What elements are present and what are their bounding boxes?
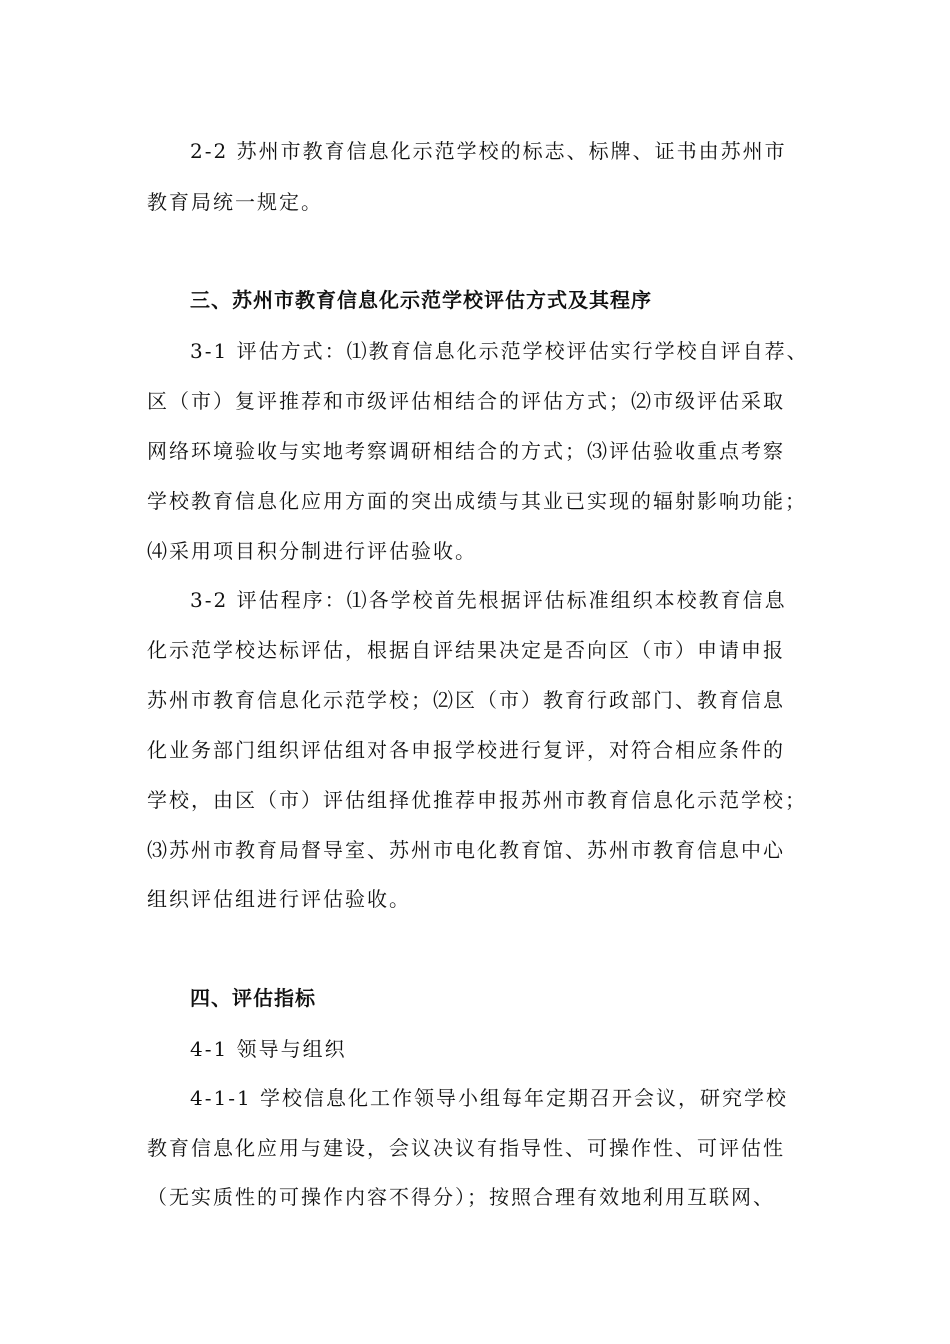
paragraph-3-2-line-1: 3-2 评估程序：⑴各学校首先根据评估标准组织本校教育信息	[190, 588, 787, 612]
paragraph-2-2-line-2: 教育局统一规定。	[147, 190, 323, 214]
paragraph-3-1-line-1: 3-1 评估方式：⑴教育信息化示范学校评估实行学校自评自荐、	[190, 339, 809, 363]
paragraph-3-2-line-5: 学校，由区（市）评估组择优推荐申报苏州市教育信息化示范学校；	[147, 788, 807, 812]
paragraph-3-2-line-3: 苏州市教育信息化示范学校；⑵区（市）教育行政部门、教育信息	[147, 688, 785, 712]
paragraph-4-1-1-line-3: （无实质性的可操作内容不得分）；按照合理有效地利用互联网、	[147, 1185, 775, 1209]
paragraph-3-1-line-2: 区（市）复评推荐和市级评估相结合的评估方式；⑵市级评估采取	[147, 389, 785, 413]
paragraph-3-1-line-5: ⑷采用项目积分制进行评估验收。	[147, 539, 477, 563]
paragraph-3-1-line-4: 学校教育信息化应用方面的突出成绩与其业已实现的辐射影响功能；	[147, 489, 807, 513]
paragraph-3-1-line-3: 网络环境验收与实地考察调研相结合的方式；⑶评估验收重点考察	[147, 439, 785, 463]
paragraph-3-2-line-2: 化示范学校达标评估，根据自评结果决定是否向区（市）申请申报	[147, 638, 785, 662]
paragraph-4-1-1-line-2: 教育信息化应用与建设，会议决议有指导性、可操作性、可评估性	[147, 1136, 785, 1160]
paragraph-2-2-line-1: 2-2 苏州市教育信息化示范学校的标志、标牌、证书由苏州市	[190, 139, 787, 163]
section-4-heading: 四、评估指标	[190, 986, 316, 1010]
paragraph-4-1-1-line-1: 4-1-1 学校信息化工作领导小组每年定期召开会议，研究学校	[190, 1086, 789, 1110]
paragraph-3-2-line-4: 化业务部门组织评估组对各申报学校进行复评，对符合相应条件的	[147, 738, 785, 762]
subsection-4-1-title: 4-1 领导与组织	[190, 1037, 347, 1061]
paragraph-3-2-line-7: 组织评估组进行评估验收。	[147, 887, 411, 911]
section-3-heading: 三、苏州市教育信息化示范学校评估方式及其程序	[190, 288, 652, 312]
paragraph-3-2-line-6: ⑶苏州市教育局督导室、苏州市电化教育馆、苏州市教育信息中心	[147, 838, 785, 862]
